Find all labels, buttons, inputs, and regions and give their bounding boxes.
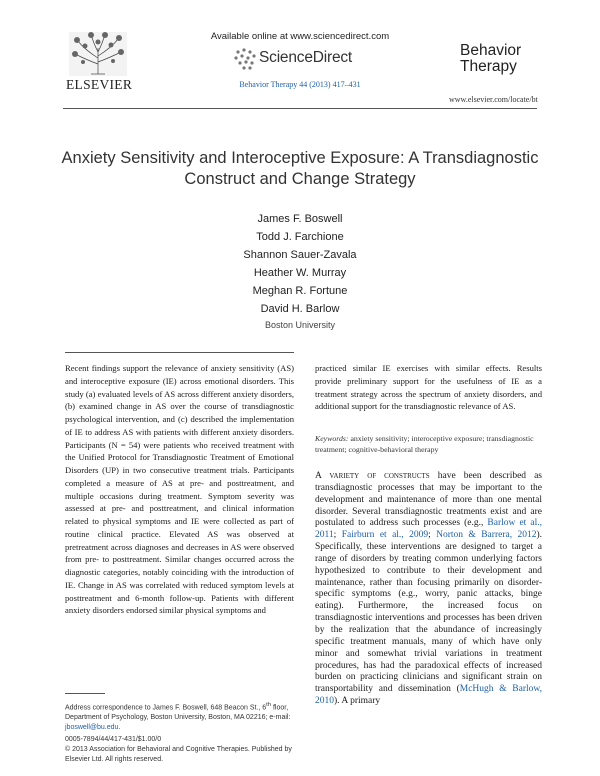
author-4: Heather W. Murray <box>253 267 347 279</box>
keywords-label: Keywords: <box>315 434 349 443</box>
journal-brand <box>460 43 521 75</box>
affiliation: Boston University <box>264 320 336 330</box>
keywords <box>315 433 542 455</box>
citation-link[interactable]: McHugh & Barlow, 2010 <box>315 684 543 707</box>
author-2: Todd J. Farchione <box>256 231 344 243</box>
footnote <box>65 700 294 765</box>
journal-citation[interactable]: Behavior Therapy 44 (2013) 417–431 <box>239 80 361 89</box>
article-title: Anxiety Sensitivity and Interoceptive Exposure: A Transdiagnostic Construct and Change Strategy <box>61 149 539 188</box>
intro-lead-in: A variety of constructs <box>315 471 430 481</box>
abstract-divider <box>65 352 294 353</box>
publisher-name: ELSEVIER <box>66 77 133 92</box>
issn-line: 0005-7894/44/417-431/$1.00/0 <box>65 736 162 744</box>
abstract-text-left: Recent findings support the relevance of anxiety sensitivity (AS) and interoceptive exposure (IE) across emotional disorders. This study (a) evaluated levels of AS across different anxiety disorders, (b) examined change in AS over the course of transdiagnostic psychological intervention, and (c) described the implementation of IE to address AS with patients with different anxiety disorders. Participants (N = 54) were patients who received treatment with the Unified Protocol for Transdiagnostic Treatment of Emotional Disorders (UP) in two consecutive treatment trials. Participants completed a measure of AS at pre- and posttreatment, and multiple occasions during treatment. Symptom severity was assessed at pre- and posttreatment, and clinical information related to physical symptoms and IE were collected as part of routine clinical practice. Elevated AS was observed at pretreatment across diagnoses and decreases in AS were observed from pre- to posttreatment. Similar changes occurred across the diagnostic categories, notably coinciding with the introduction of IE. Change in AS was correlated with reduced symptom levels at posttreatment and 6-month follow-up. Patients with different anxiety disorders endorsed similar physical symptoms and <box>65 363 294 616</box>
email-link[interactable]: jboswell@bu.edu <box>65 724 119 732</box>
author-1: James F. Boswell <box>257 213 343 225</box>
journal-brand-line2: Therapy <box>460 58 517 75</box>
journal-url[interactable]: www.elsevier.com/locate/bt <box>449 95 538 104</box>
author-3: Shannon Sauer-Zavala <box>243 249 357 261</box>
header-divider <box>63 108 537 109</box>
correspondence-address: Address correspondence to James F. Boswell, 648 Beacon St., 6th floor, Department of Psychology, Boston University, Boston, MA 02216; e-mail: jboswell@bu.edu. <box>65 702 291 732</box>
author-list <box>200 210 400 332</box>
citation-link[interactable]: Fairburn et al., 2009 <box>341 530 429 541</box>
author-6: David H. Barlow <box>260 303 340 315</box>
introduction-paragraph: A variety of constructs have been described as transdiagnostic processes that may be important to the development and maintenance of more than one mental disorder. Several transdiagnostic treatments exist and are postulated to address such processes (e.g., Barlow et al., 2011; Fairburn et al., 2009; Norton & Barrera, 2012). Specifically, these interventions are designed to target a range of disorders by treating common underlying factors hypothesized to contribute to their development and maintenance, rather than focusing primarily on disorder-specific symptoms (e.g., worry, panic attacks, binge eating). Furthermore, the increased focus on transdiagnostic interventions and processes has been driven by the realization that the abundance of increasingly specific treatment manuals, many of which have only minor and somewhat trivial variations in treatment procedures, has had the paradoxical effects of increased burden on practicing clinicians and significant strain on transportability and dissemination (McHugh & Barlow, 2010). A primary <box>315 471 543 707</box>
keywords-text: anxiety sensitivity; interoceptive exposure; transdiagnostic treatment; cognitive-behavioral therapy <box>315 434 534 454</box>
citation-link[interactable]: Norton & Barrera, 2012 <box>436 530 537 541</box>
author-5: Meghan R. Fortune <box>252 285 348 297</box>
citation-link[interactable]: Barlow et al., 2011 <box>315 518 542 541</box>
footnote-divider <box>65 693 105 694</box>
available-online-text: Available online at www.sciencedirect.com <box>210 31 390 42</box>
copyright-notice: © 2013 Association for Behavioral and Cognitive Therapies. Published by Elsevier Ltd. All rights reserved. <box>65 746 292 764</box>
sciencedirect-wordmark: ScienceDirect <box>259 49 353 66</box>
abstract-text-right: practiced similar IE exercises with similar effects. Results provide preliminary support for the usefulness of IE as a treatment strategy across the spectrum of anxiety disorders, and additional support for the transdiagnostic relevance of AS. <box>315 363 542 412</box>
journal-brand-line1: Behavior <box>460 42 522 59</box>
